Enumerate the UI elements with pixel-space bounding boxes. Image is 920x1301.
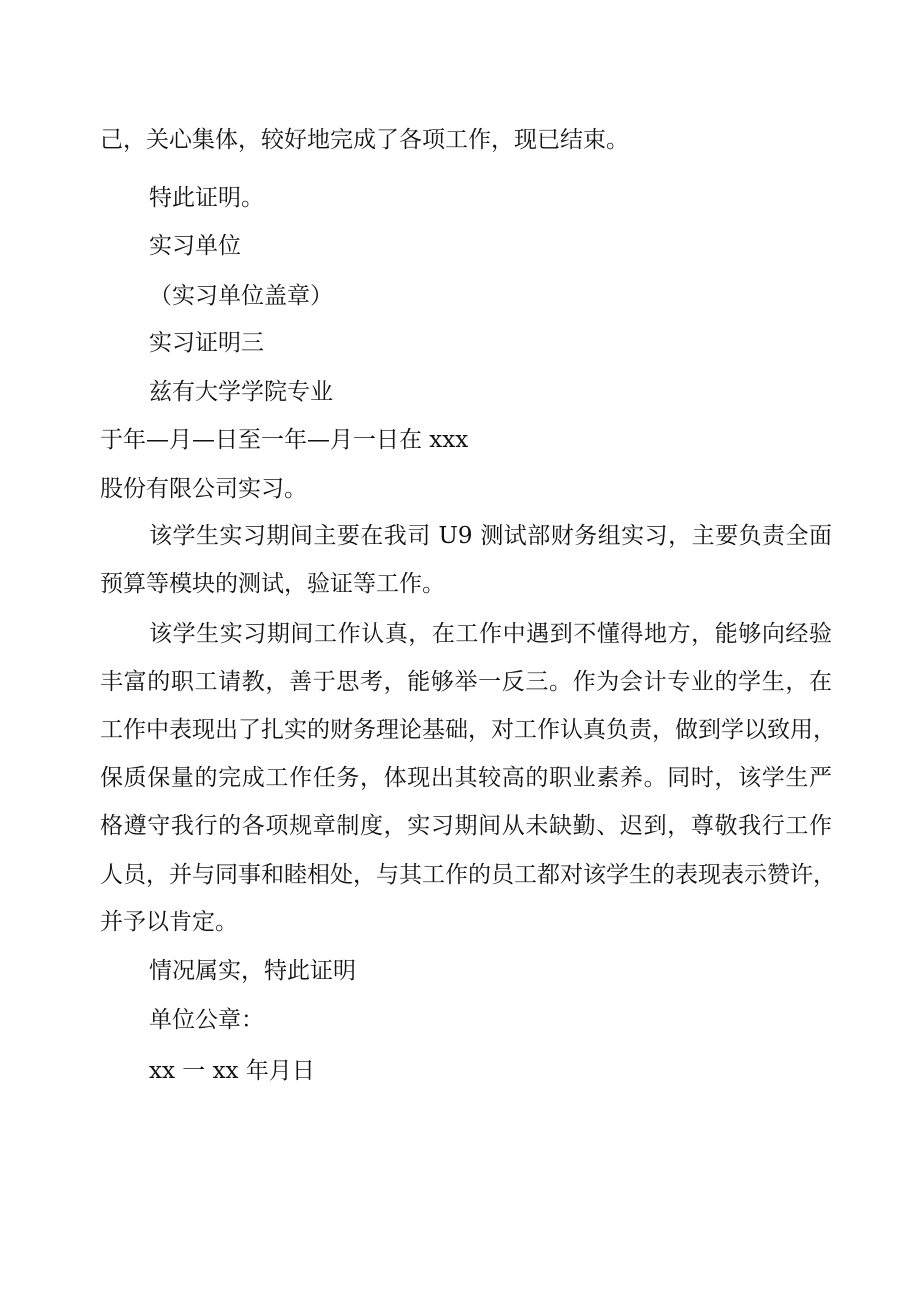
unit-seal-note: （实习单位盖章） — [149, 283, 333, 309]
duty-paragraph-line-1: 该学生实习期间主要在我司 U9 测试部财务组实习，主要负责全面 — [149, 523, 832, 549]
section-title: 实习证明三 — [149, 330, 264, 356]
intro-line: 兹有大学学院专业 — [149, 379, 333, 405]
evaluation-paragraph-line-2: 丰富的职工请教，善于思考，能够举一反三。作为会计专业的学生，在 — [100, 669, 832, 695]
evaluation-paragraph-line-7: 并予以肯定。 — [100, 909, 238, 935]
evaluation-paragraph-line-6: 人员，并与同事和睦相处，与其工作的员工都对该学生的表现表示赞许， — [100, 862, 836, 888]
duty-paragraph-line-2: 预算等模块的测试，验证等工作。 — [100, 571, 445, 597]
evaluation-paragraph-line-5: 格遵守我行的各项规章制度，实习期间从未缺勤、迟到，尊敬我行工作 — [100, 813, 832, 839]
evaluation-paragraph-line-3: 工作中表现出了扎实的财务理论基础，对工作认真负责，做到学以致用， — [100, 717, 836, 743]
company-line: 股份有限公司实习。 — [100, 476, 307, 502]
confirmation-statement: 情况属实，特此证明 — [149, 958, 356, 984]
evaluation-paragraph-line-1: 该学生实习期间工作认真，在工作中遇到不懂得地方，能够向经验 — [149, 621, 832, 647]
date-range-line: 于年—月—日至一年—月一日在 xxx — [100, 427, 469, 453]
date-line: xx 一 xx 年月日 — [149, 1058, 315, 1084]
body-line-continuation: 己，关心集体，较好地完成了各项工作，现已结束。 — [100, 127, 629, 153]
unit-seal-label: 单位公章： — [149, 1007, 264, 1033]
certify-statement: 特此证明。 — [149, 185, 264, 211]
internship-unit-label: 实习单位 — [149, 233, 241, 259]
evaluation-paragraph-line-4: 保质保量的完成工作任务，体现出其较高的职业素养。同时，该学生严 — [100, 765, 832, 791]
